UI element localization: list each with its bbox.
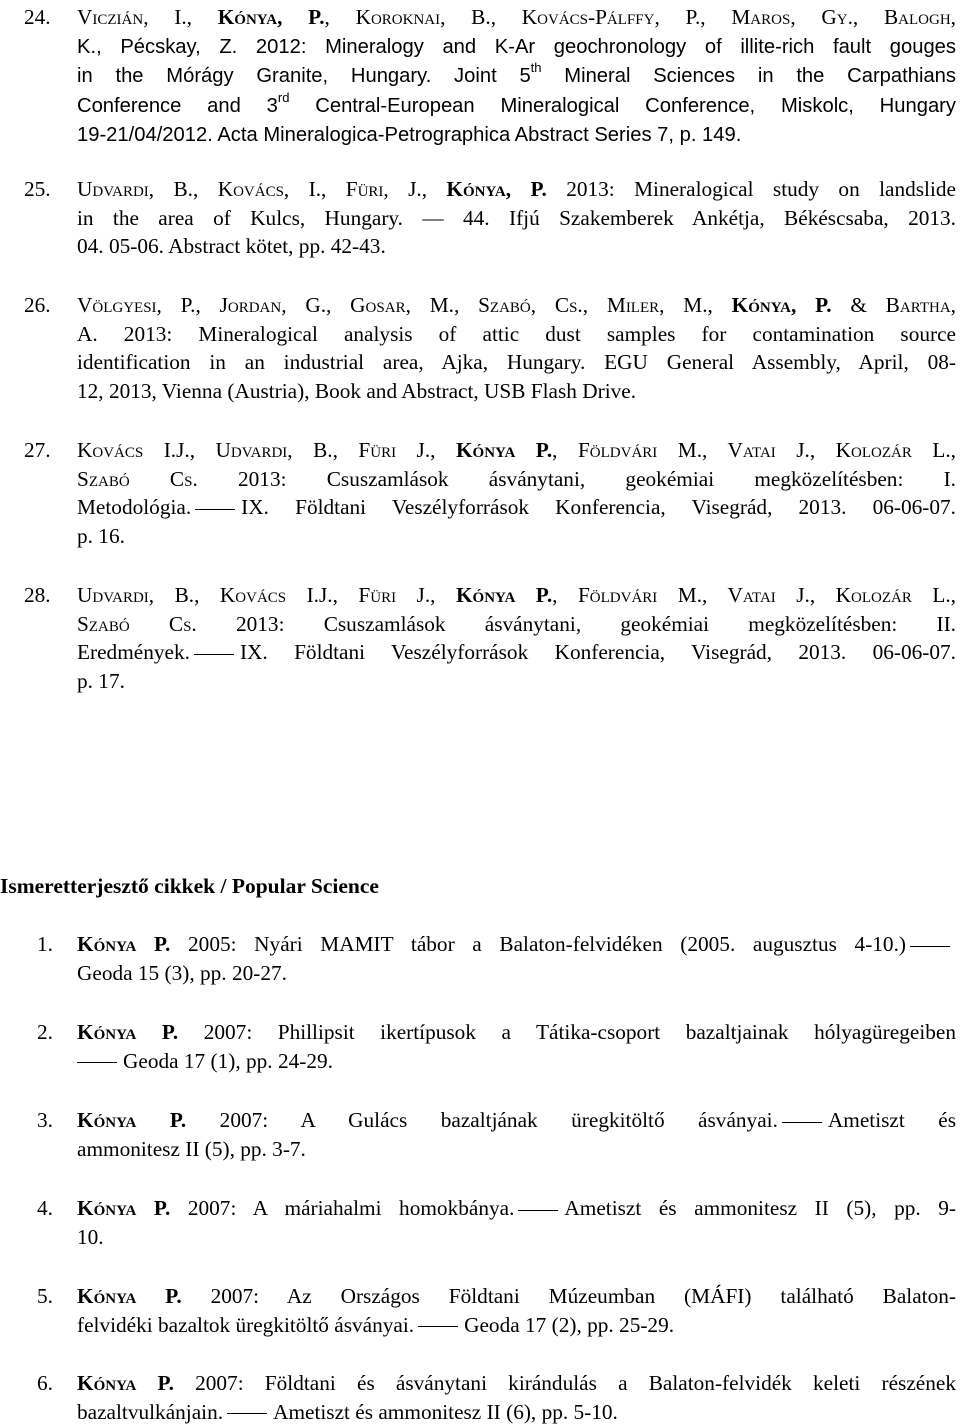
popular-line: ammonitesz II (5), pp. 3-7. bbox=[77, 1136, 306, 1161]
reference-text-part: Conference and 3 bbox=[77, 94, 278, 117]
highlighted-author: Kónya P. bbox=[77, 1196, 171, 1220]
highlighted-author: Kónya P. bbox=[77, 1284, 182, 1308]
popular-text: 2007: Phillipsit ikertípusok a Tátika-csoport bazaltjainak hólyagüregeiben bbox=[178, 1020, 956, 1044]
reference-text: 2013: Csuszamlások ásványtani, geokémiai megközelítésben: II. bbox=[196, 611, 957, 636]
reference-text bbox=[77, 60, 956, 88]
reference-number: 24. bbox=[24, 5, 51, 29]
reference-text-part: Mineral Sciences in the Carpathians bbox=[541, 65, 956, 88]
reference-line bbox=[24, 465, 956, 494]
em-dash bbox=[195, 509, 235, 510]
superscript: rd bbox=[277, 90, 290, 106]
reference-line bbox=[24, 436, 956, 465]
highlighted-author: Kónya, P. bbox=[446, 177, 547, 201]
reference-text bbox=[77, 90, 956, 117]
em-dash bbox=[518, 1210, 558, 1211]
popular-item-3 bbox=[37, 1106, 956, 1163]
reference-authors: Viczián, I., bbox=[77, 5, 218, 29]
popular-item-1 bbox=[37, 930, 956, 987]
popular-line bbox=[37, 1311, 956, 1340]
reference-line bbox=[24, 61, 956, 91]
popular-text: felvidéki bazaltok üregkitöltő ásványai. bbox=[77, 1312, 415, 1337]
reference-authors: , Koroknai, B., Kovács-Pálffy, P., Maros, Gy., Balogh, bbox=[324, 5, 956, 29]
reference-text: IX. Földtani Veszélyforrások Konferencia, Visegrád, 2013. 06-06-07. bbox=[239, 640, 956, 665]
reference-text: 2013: Csuszamlások ásványtani, geokémiai megközelítésben: I. bbox=[197, 466, 957, 491]
reference-authors: Völgyesi, P., Jordan, G., Gosar, M., Szabó, Cs., Miler, M., bbox=[77, 293, 732, 317]
highlighted-author: Kónya, P. bbox=[731, 293, 832, 317]
popular-number: 1. bbox=[37, 932, 53, 956]
reference-28 bbox=[24, 581, 956, 695]
reference-27 bbox=[24, 436, 956, 550]
em-dash bbox=[418, 1326, 458, 1327]
reference-text: K., Pécskay, Z. 2012: Mineralogy and K-Ar geochronology of illite-rich fault gouges bbox=[77, 35, 956, 58]
reference-line bbox=[24, 32, 956, 62]
reference-line bbox=[24, 638, 956, 667]
popular-item-5 bbox=[37, 1282, 956, 1339]
reference-line: p. 16. bbox=[77, 523, 125, 548]
reference-authors: , Földvári M., Vatai J., Kolozár L., bbox=[552, 583, 956, 607]
reference-number: 25. bbox=[24, 177, 51, 201]
reference-number: 26. bbox=[24, 293, 51, 317]
reference-authors: & Bartha, bbox=[831, 293, 956, 317]
popular-text: 2007: A máriahalmi homokbánya. bbox=[170, 1196, 515, 1220]
reference-line bbox=[24, 120, 956, 150]
popular-line bbox=[37, 930, 956, 959]
reference-line: 04. 05-06. Abstract kötet, pp. 42-43. bbox=[77, 234, 386, 259]
em-dash bbox=[77, 1062, 117, 1063]
reference-24 bbox=[24, 3, 956, 150]
section-heading: Ismeretterjesztő cikkek / Popular Science bbox=[0, 874, 379, 898]
em-dash bbox=[227, 1413, 267, 1414]
popular-item-4 bbox=[37, 1194, 956, 1251]
popular-text: 2005: Nyári MAMIT tábor a Balaton-felvidéken (2005. augusztus 4-10.) bbox=[170, 932, 906, 956]
popular-number: 5. bbox=[37, 1284, 53, 1308]
reference-authors: Kovács I.J., Udvardi, B., Füri J., bbox=[77, 438, 456, 462]
em-dash bbox=[782, 1122, 822, 1123]
reference-authors: Udvardi, B., Kovács, I., Füri, J., bbox=[77, 177, 447, 201]
popular-text: 2007: Az Országos Földtani Múzeumban (MÁFI) található Balaton- bbox=[181, 1284, 956, 1308]
popular-line bbox=[37, 1106, 956, 1135]
popular-line bbox=[37, 1047, 956, 1076]
reference-line bbox=[24, 3, 956, 32]
popular-number: 4. bbox=[37, 1196, 53, 1220]
popular-text: Ametiszt és ammonitesz II (6), pp. 5-10. bbox=[273, 1399, 618, 1424]
reference-line: p. 17. bbox=[77, 668, 125, 693]
reference-line bbox=[24, 493, 956, 522]
reference-authors: Udvardi, B., Kovács I.J., Füri J., bbox=[77, 583, 456, 607]
reference-text-part: in the Mórágy Granite, Hungary. Joint 5 bbox=[77, 65, 531, 88]
highlighted-author: Kónya P. bbox=[455, 583, 553, 607]
reference-line bbox=[24, 581, 956, 610]
popular-text: 2007: A Gulács bazaltjának üregkitöltő ásványai. bbox=[186, 1108, 778, 1132]
highlighted-author: Kónya, P. bbox=[217, 5, 325, 29]
reference-line: in the area of Kulcs, Hungary. — 44. Ifjú Szakemberek Ankétja, Békéscsaba, 2013. bbox=[77, 205, 956, 230]
popular-text: Ametiszt és ammonitesz II (5), pp. 9- bbox=[564, 1196, 957, 1220]
highlighted-author: Kónya P. bbox=[77, 1108, 187, 1132]
popular-line: 10. bbox=[77, 1224, 104, 1249]
popular-line bbox=[37, 1398, 956, 1426]
popular-text: 2007: Földtani és ásványtani kirándulás a Balaton-felvidék keleti részének bbox=[173, 1371, 956, 1395]
reference-text: 2013: Mineralogical study on landslide bbox=[546, 177, 956, 201]
popular-text: Ametiszt és bbox=[827, 1108, 956, 1132]
reference-authors: Szabó Cs. bbox=[77, 611, 197, 636]
reference-text-part: Central-European Mineralogical Conference, Miskolc, Hungary bbox=[289, 94, 956, 117]
em-dash bbox=[910, 946, 950, 947]
popular-line bbox=[37, 1194, 956, 1223]
popular-number: 6. bbox=[37, 1371, 53, 1395]
reference-text: Metodológia. bbox=[77, 495, 192, 520]
reference-line bbox=[24, 291, 956, 320]
reference-authors: , Földvári M., Vatai J., Kolozár L., bbox=[552, 438, 956, 462]
reference-line: A. 2013: Mineralogical analysis of attic dust samples for contamination source bbox=[77, 321, 956, 346]
popular-line bbox=[37, 1369, 956, 1398]
reference-number: 28. bbox=[24, 583, 51, 607]
reference-line bbox=[24, 610, 956, 639]
popular-text: bazaltvulkánjain. bbox=[77, 1399, 224, 1424]
highlighted-author: Kónya P. bbox=[455, 438, 553, 462]
popular-item-6 bbox=[37, 1369, 956, 1426]
popular-item-2 bbox=[37, 1018, 956, 1075]
popular-number: 3. bbox=[37, 1108, 53, 1132]
popular-line bbox=[37, 1282, 956, 1311]
highlighted-author: Kónya P. bbox=[77, 1020, 179, 1044]
popular-line: Geoda 15 (3), pp. 20-27. bbox=[77, 960, 287, 985]
reference-text: 19-21/04/2012. Acta Mineralogica-Petrographica Abstract Series 7, p. 149. bbox=[77, 124, 742, 147]
reference-25 bbox=[24, 175, 956, 261]
highlighted-author: Kónya P. bbox=[77, 932, 171, 956]
reference-authors: Szabó Cs. bbox=[77, 466, 198, 491]
reference-line bbox=[24, 175, 956, 204]
popular-line bbox=[37, 1018, 956, 1047]
superscript: th bbox=[530, 60, 542, 76]
reference-text: Eredmények. bbox=[77, 640, 190, 665]
reference-line: 12, 2013, Vienna (Austria), Book and Abstract, USB Flash Drive. bbox=[77, 378, 637, 403]
reference-number: 27. bbox=[24, 438, 51, 462]
popular-text: Geoda 17 (2), pp. 25-29. bbox=[464, 1312, 675, 1337]
reference-text: IX. Földtani Veszélyforrások Konferencia, Visegrád, 2013. 06-06-07. bbox=[241, 495, 956, 520]
popular-text: Geoda 17 (1), pp. 24-29. bbox=[123, 1048, 333, 1073]
reference-line bbox=[24, 91, 956, 121]
em-dash bbox=[194, 654, 234, 655]
reference-26 bbox=[24, 291, 956, 405]
highlighted-author: Kónya P. bbox=[77, 1371, 174, 1395]
popular-number: 2. bbox=[37, 1020, 53, 1044]
reference-line: identification in an industrial area, Ajka, Hungary. EGU General Assembly, April, 08- bbox=[77, 350, 956, 375]
